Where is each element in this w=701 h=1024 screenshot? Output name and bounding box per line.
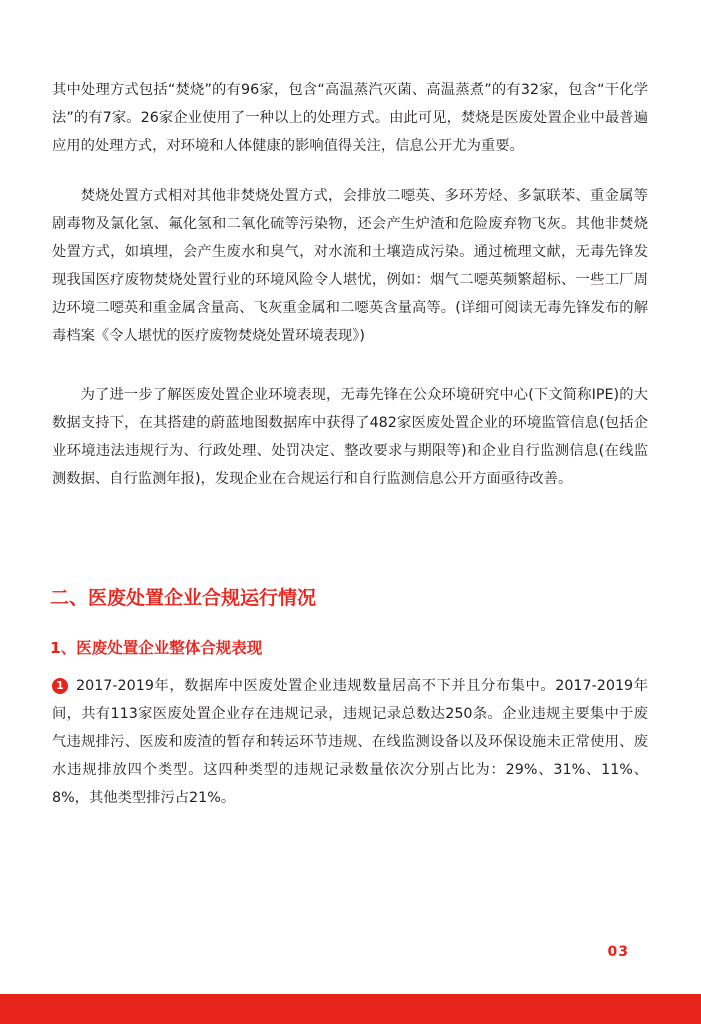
body-paragraph-ipe-data: 为了进一步了解医废处置企业环境表现，无毒先锋在公众环境研究中心(下文简称IPE)的大数据支持下，在其搭建的蔚蓝地图数据库中获得了482家医废处置企业的环境监管信息(包括企业环境违法违规行为、行政处理、处罚决定、整改要求与期限等)和企业自行监测信息(在线监测数据、自行监测年报)，发现企业在合规运行和自行监测信息公开方面亟待改善。: [52, 387, 648, 487]
compliance-text: 2017-2019年，数据库中医废处置企业违规数量居高不下并且分布集中。2017-2019年间，共有113家医废处置企业存在违规记录，违规记录总数达250条。企业违规主要集中于废气违规排污、医废和废渣的暂存和转运环节违规、在线监测设备以及环保设施未正常使用、废水违规排放四个类型。这四种类型的违规记录数量依次分别占比为：29%、31%、11%、8%，其他类型排污占21%。: [52, 678, 648, 806]
section-title: 二、医废处置企业合规运行情况: [50, 587, 317, 609]
footer-accent-bar: [0, 994, 701, 1024]
body-paragraph-processing-methods: 其中处理方式包括“焚烧”的有96家，包含“高温蒸汽灭菌、高温蒸煮”的有32家，包含“干化学法”的有7家。26家企业使用了一种以上的处理方式。由此可见，焚烧是医废处置企业中最普遍应用的处理方式，对环境和人体健康的影响值得关注，信息公开尤为重要。: [52, 82, 648, 154]
page-number: 03: [607, 944, 629, 960]
compliance-paragraph: [52, 672, 648, 812]
body-paragraph-incineration-risks: 焚烧处置方式相对其他非焚烧处置方式，会排放二噁英、多环芳烃、多氯联苯、重金属等剧毒物及氯化氢、氟化氢和二氧化硫等污染物，还会产生炉渣和危险废弃物飞灰。其他非焚烧处置方式，如填埋，会产生废水和臭气，对水流和土壤造成污染。通过梳理文献，无毒先锋发现我国医疗废物焚烧处置行业的环境风险令人堪忧，例如：烟气二噁英频繁超标、一些工厂周边环境二噁英和重金属含量高、飞灰重金属和二噁英含量高等。(详细可阅读无毒先锋发布的解毒档案《令人堪忧的医疗废物焚烧处置环境表现》): [52, 188, 648, 344]
subsection-title: 1、医废处置企业整体合规表现: [50, 639, 263, 657]
numbered-bullet-icon: 1: [52, 678, 68, 694]
